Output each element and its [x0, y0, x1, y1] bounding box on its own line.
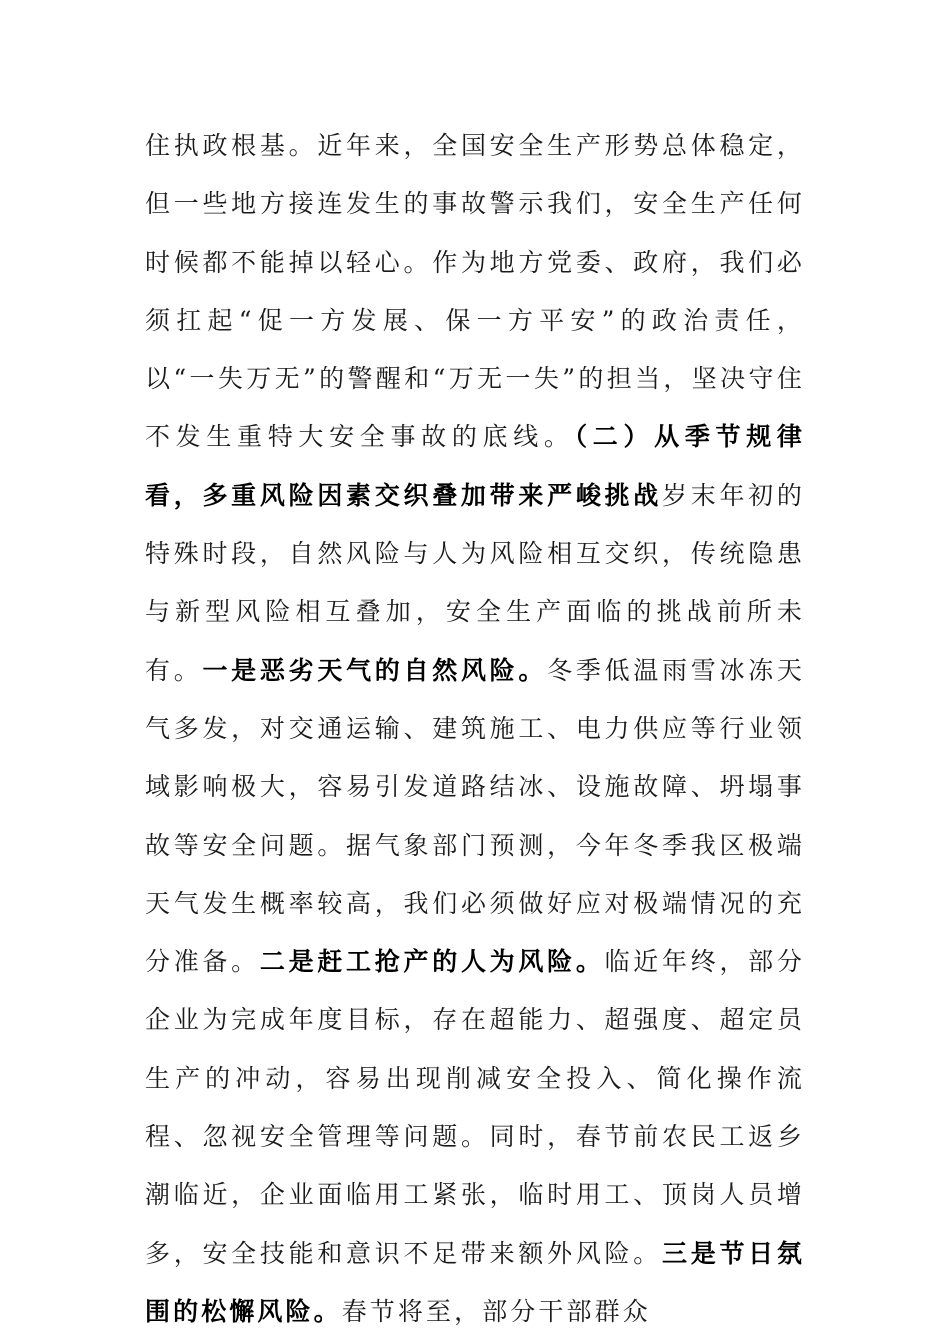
text-segment: 冬季低温雨雪冰冻天气多发，对交通运输、建筑施工、电力供应等行业领域影响极大，容易引发道路结冰、设施故障、坍塌事故等安全问题。据气象部门预测，今年冬季我区极端天气发生概率较高，我们必须做好应对极端情况的充分准备。: [145, 655, 806, 977]
risk-point-heading: 二是赶工抢产的人为风险。: [259, 947, 605, 977]
section-heading: （二）从季节规律看，多重风险因素交织叠加带来严峻挑战: [145, 422, 805, 510]
text-segment: 临近年终，部分企业为完成年度目标，存在超能力、超强度、超定员生产的冲动，容易出现削减安全投入、简化操作流程、忽视安全管理等问题。同时，春节前农民工返乡潮临近，企业面临用工紧张，临时用工、顶岗人员增多，安全技能和意识不足带来额外风险。: [145, 947, 805, 1268]
body-paragraph: [145, 117, 805, 1341]
risk-point-heading: 一是恶劣天气的自然风险。: [202, 655, 548, 685]
text-segment: 春节将至，部分干部群众: [341, 1296, 651, 1326]
text-segment: 岁末年初的特殊时段，自然风险与人为风险相互交织，传统隐患与新型风险相互叠加，安全生产面临的挑战前所未有。: [145, 480, 805, 685]
text-segment: 住执政根基。近年来，全国安全生产形势总体稳定，但一些地方接连发生的事故警示我们，安全生产任何时候都不能掉以轻心。作为地方党委、政府，我们必须扛起“促一方发展、保一方平安”的政治责任，以“一失万无”的警醒和“万无一失”的担当，坚决守住不发生重特大安全事故的底线。: [145, 131, 805, 452]
risk-point-heading: 三是节日氛围的松懈风险。: [145, 1238, 805, 1326]
